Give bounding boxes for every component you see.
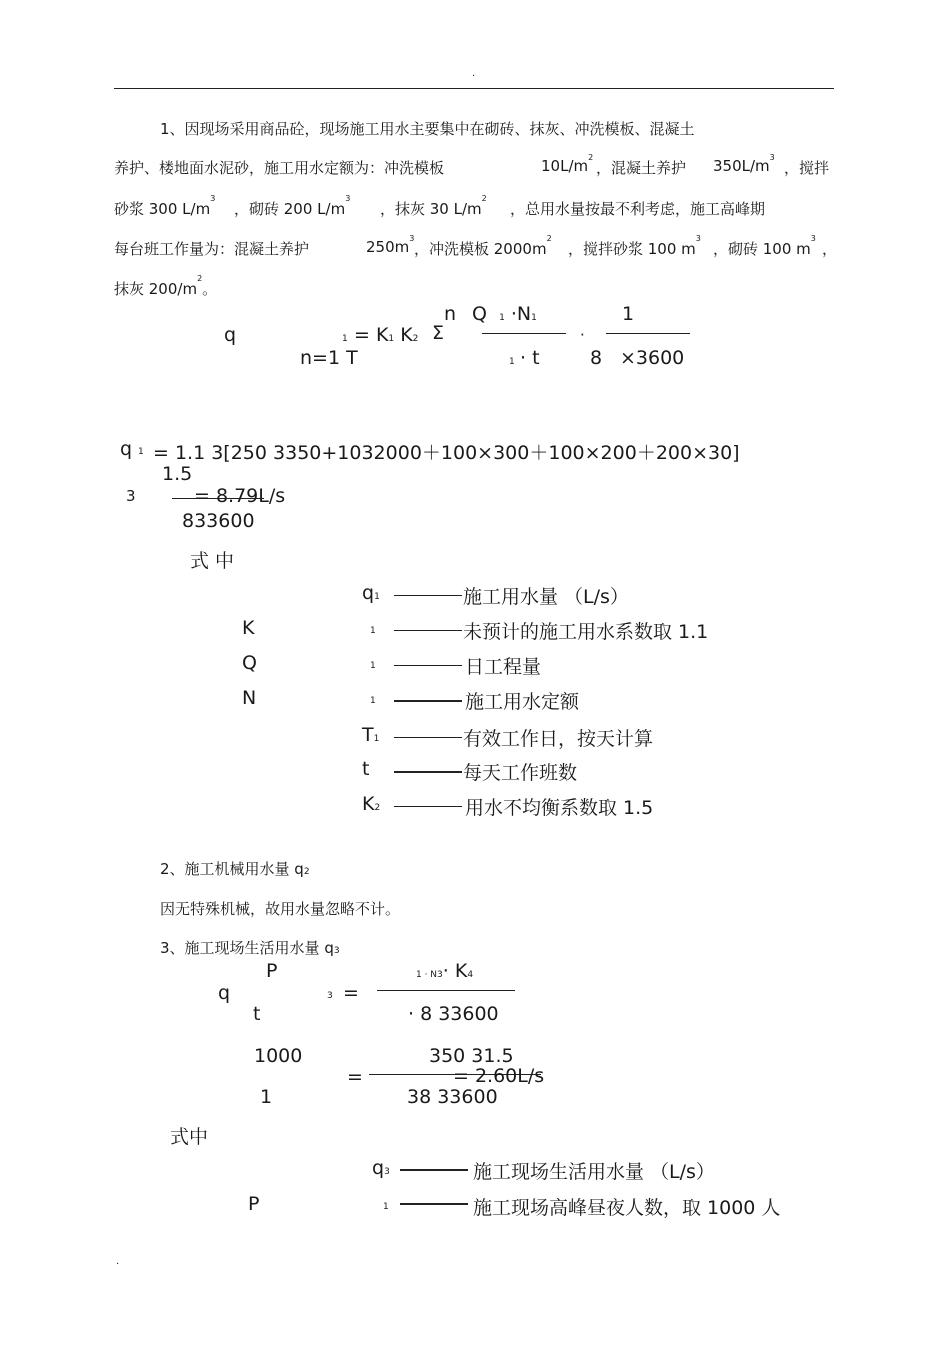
- section1-line4-b: $250m^3$: [366, 234, 415, 256]
- legend3-desc: 施工现场生活用水量 （L/s）: [473, 1161, 715, 1183]
- legend1-desc: 用水不均衡系数取 1.5: [465, 797, 654, 819]
- formula1-sub1: 1: [342, 334, 348, 344]
- section1-line5: 抹灰 $200/m^2$。: [114, 274, 218, 298]
- formula3-eq: =: [343, 982, 359, 1004]
- legend3-sym: P: [248, 1193, 260, 1215]
- formula1-frac2-num: 1: [622, 303, 635, 325]
- formula3-denominator: · 8 33600: [408, 1003, 499, 1025]
- legend1-desc: 施工用水定额: [465, 691, 580, 713]
- section1-line2-d: $350L/m^3$: [713, 153, 775, 175]
- legend1-dash: [394, 595, 462, 596]
- calc1-q: q: [120, 438, 133, 460]
- formula1-frac2-den-a: 8: [590, 347, 603, 369]
- formula3-t: t: [253, 1003, 261, 1025]
- legend1-sym: t: [362, 758, 370, 780]
- section1-line3-b: ，砌砖 200 $L/m^3$: [234, 194, 351, 218]
- formula1-n: n: [444, 303, 457, 325]
- legend1-dash: [394, 737, 462, 738]
- section1-line2-c: ，混凝土养护: [596, 159, 687, 177]
- formula1-den-t: · t: [520, 347, 540, 369]
- legend1-dash: [394, 700, 462, 702]
- formula3-sub3: 3: [327, 991, 333, 1001]
- legend1-dash: [394, 630, 462, 631]
- formula1-frac2-den-b: ×3600: [620, 347, 685, 369]
- formula3-q: q: [218, 982, 231, 1004]
- footer-dot: .: [116, 1256, 120, 1267]
- calc3-bottom: 1: [260, 1086, 273, 1108]
- section1-line4-e: ，砌砖 100 $m^3$: [713, 234, 816, 258]
- legend1-sub: 1: [370, 661, 376, 671]
- legend1-sub: 1: [370, 696, 376, 706]
- header-rule: [114, 88, 834, 89]
- legend1-desc: 有效工作日，按天计算: [463, 728, 654, 750]
- section2-body: 因无特殊机械，故用水量忽略不计。: [160, 900, 401, 918]
- section1-line2-e: ，搅拌: [784, 159, 830, 177]
- legend3-dash: [400, 1169, 468, 1171]
- legend1-dash: [394, 665, 462, 666]
- legend1-desc: 每天工作班数: [463, 762, 578, 784]
- formula3-P: P: [266, 960, 278, 982]
- legend3-title: 式中: [170, 1126, 209, 1148]
- formula1-sigma: Σ: [432, 322, 445, 344]
- legend3-sym: q3: [372, 1157, 390, 1179]
- legend1-desc: 未预计的施工用水系数取 1.1: [463, 621, 709, 643]
- calc3-result: = 2.60L/s: [453, 1065, 545, 1087]
- legend1-sym: q1: [362, 582, 380, 604]
- calc3-numerator: 350 31.5: [429, 1045, 514, 1067]
- legend1-title: 式 中: [190, 550, 235, 572]
- section1-line4-d: ，搅拌砂浆 100 $m^3$: [568, 234, 701, 258]
- legend1-desc: 施工用水量 （L/s）: [463, 586, 629, 608]
- section3-title: 3、施工现场生活用水量 q3: [160, 939, 340, 957]
- calc1-result: = 8.79L/s: [194, 485, 286, 507]
- formula1-eq-k: = K1 K2: [354, 324, 419, 346]
- calc1-den: 833600: [182, 510, 255, 532]
- formula1-fraction-bar: [482, 333, 566, 334]
- section1-line3-c: ，抹灰 30 $L/m^2$: [380, 194, 487, 218]
- formula1-q: q: [224, 324, 237, 346]
- formula1-fraction2-bar: [606, 333, 690, 334]
- calc1-expr: = 1.1 3[250 3350+1032000＋100×300＋100×200＋200×30]: [153, 442, 740, 464]
- section1-line4-c: ，冲洗模板 $2000m^2$: [414, 234, 552, 258]
- formula1-den-sub: 1: [509, 357, 515, 367]
- calc3-denominator: 38 33600: [407, 1086, 498, 1108]
- section1-line2-b: $10L/m^2$: [541, 153, 594, 175]
- formula1-den-lower: n=1 T: [300, 347, 358, 369]
- header-dot: .: [472, 68, 476, 79]
- legend1-sym: K: [242, 617, 255, 639]
- section1-line2-a: 养护、楼地面水泥砂，施工用水定额为：冲洗模板: [114, 159, 445, 177]
- legend1-sub: 1: [370, 626, 376, 636]
- calc1-three: 3: [126, 487, 136, 505]
- legend1-dash: [394, 806, 462, 807]
- legend3-sub: 1: [383, 1202, 389, 1212]
- section1-line1: 1、因现场采用商品砼，现场施工用水主要集中在砌砖、抹灰、冲洗模板、混凝土: [160, 120, 695, 138]
- section1-line3-a: 砂浆 300 $L/m^3$: [114, 194, 216, 218]
- legend1-sym: K2: [362, 793, 381, 815]
- formula1-dot: ·: [580, 326, 585, 344]
- section1-line4-f: ，: [822, 240, 838, 258]
- calc3-eq: =: [347, 1066, 363, 1088]
- legend1-desc: 日工程量: [465, 656, 542, 678]
- legend1-dash: [394, 771, 462, 773]
- legend1-sym: Q: [242, 652, 257, 674]
- calc1-k2: 1.5: [162, 463, 193, 485]
- legend1-sym: T1: [362, 724, 380, 746]
- legend3-desc: 施工现场高峰昼夜人数，取 1000 人: [473, 1197, 781, 1219]
- formula3-numerator: 1 · N3· K4: [416, 960, 474, 982]
- formula1-numerator: Q 1 ·N1: [472, 303, 537, 325]
- section2-title: 2、施工机械用水量 q2: [160, 860, 310, 878]
- calc1-sub: 1: [138, 447, 144, 457]
- section1-line3-d: ，总用水量按最不利考虑，施工高峰期: [510, 200, 766, 218]
- legend3-dash: [400, 1203, 468, 1205]
- formula3-fraction-bar: [377, 990, 515, 991]
- calc3-top: 1000: [254, 1045, 303, 1067]
- section1-line4-a: 每台班工作量为：混凝土养护: [114, 240, 310, 258]
- legend1-sym: N: [242, 687, 257, 709]
